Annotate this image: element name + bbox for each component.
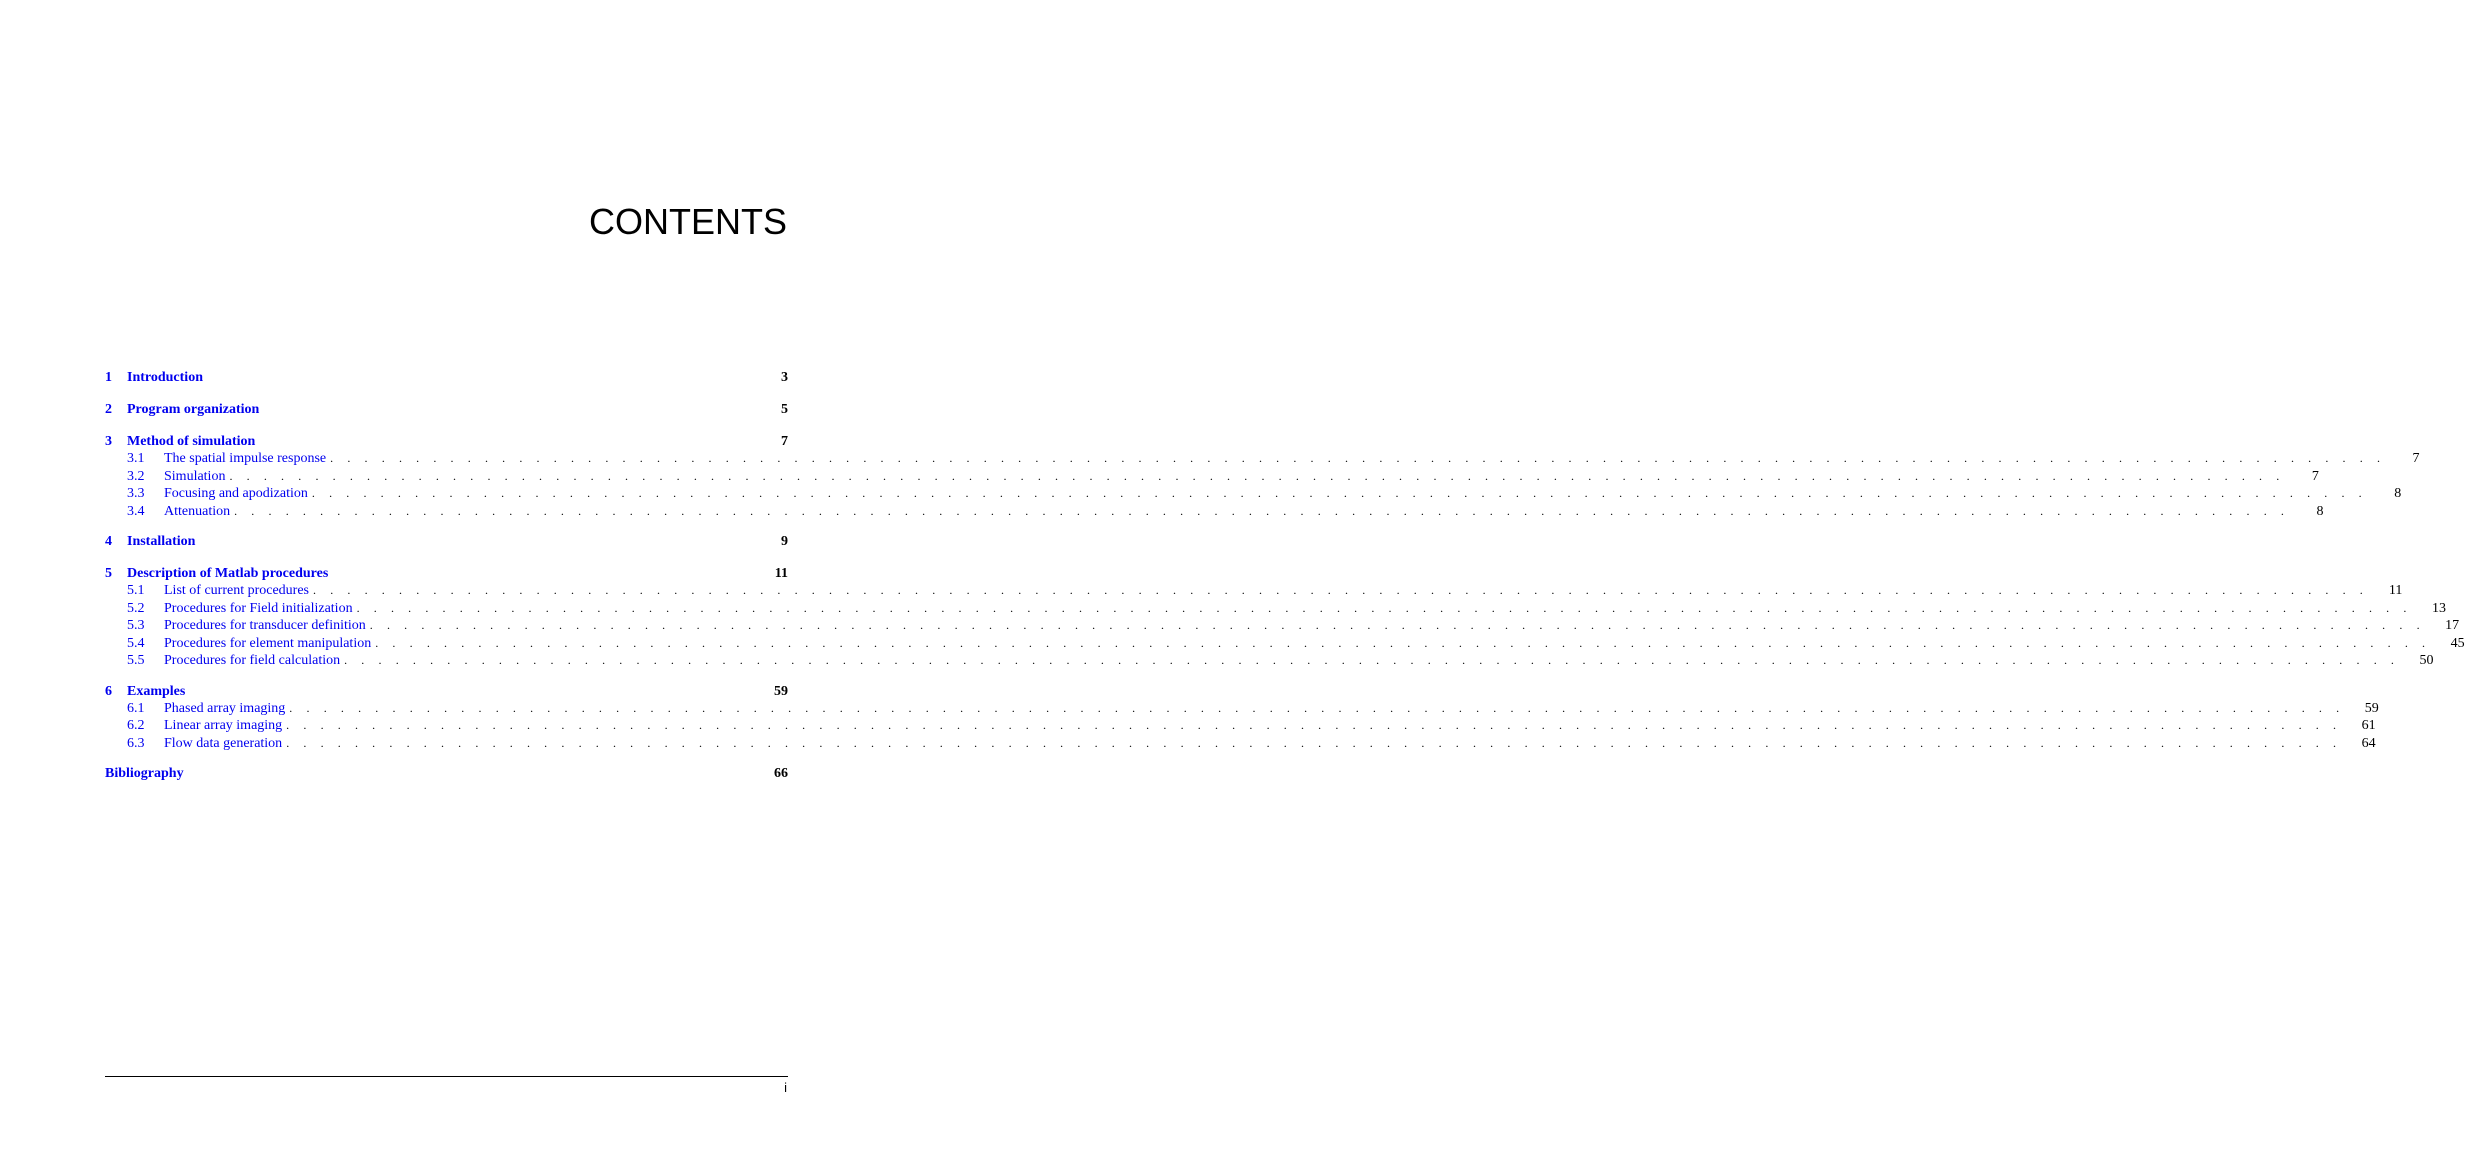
toc-chapter[interactable] (105, 368, 788, 388)
section-number: 6.3 (127, 735, 145, 751)
chapter-number: 2 (105, 402, 112, 417)
toc-chapter[interactable] (105, 432, 788, 452)
dot-leader: . . . . . . . . . . . . . . . . . . . . . . . . . . . . . . . . . . . . . . . . . . . . . . . . . . . . . . . . . . . . . . . . . . . . . . . . . . . . . . . . . . . . . . . . . . . . . . . . . . . . . . . . . . . . . . . . . . . . . . . . (289, 700, 2345, 715)
section-number: 5.3 (127, 618, 145, 633)
table-of-contents (105, 368, 2465, 784)
chapter-number: 3 (105, 434, 112, 449)
section-number: 3.1 (127, 451, 145, 466)
chapter-title-link[interactable]: Installation (127, 534, 196, 549)
section-page-number: 50 (2419, 653, 2434, 668)
dot-leader: . . . . . . . . . . . . . . . . . . . . . . . . . . . . . . . . . . . . . . . . . . . . . . . . . . . . . . . . . . . . . . . . . . . . . . . . . . . . . . . . . . . . . . . . . . . . . . . . . . . . . . . . . . . . . . . . . . . . . . . . (330, 451, 2386, 465)
section-title-link[interactable]: Linear array imaging (164, 718, 283, 733)
toc-chapter[interactable] (105, 532, 788, 552)
section-number: 5.2 (127, 600, 145, 616)
section-number: 6.1 (127, 700, 145, 716)
chapter-title-link[interactable]: Bibliography (105, 766, 184, 781)
section-title-link[interactable]: Simulation (164, 468, 226, 484)
section-list (105, 582, 2465, 670)
section-number: 5.4 (127, 635, 145, 651)
dot-leader: . . . . . . . . . . . . . . . . . . . . . . . . . . . . . . . . . . . . . . . . . . . . . . . . . . . . . . . . . . . . . . . . . . . . . . . . . . . . . . . . . . . . . . . . . . . . . . . . . . . . . . . . . . . . . . . . . . . . . . . . (356, 600, 2412, 615)
toc-chapter[interactable] (105, 682, 788, 702)
chapter-gap (105, 388, 788, 400)
section-page-number: 8 (2394, 486, 2402, 501)
dot-leader: . . . . . . . . . . . . . . . . . . . . . . . . . . . . . . . . . . . . . . . . . . . . . . . . . . . . . . . . . . . . . . . . . . . . . . . . . . . . . . . . . . . . . . . . . . . . . . . . . . . . . . . . . . . . . . . . . . . . . . . . (375, 635, 2431, 650)
toc-section[interactable] (105, 735, 2376, 753)
toc-chapter[interactable] (105, 400, 788, 420)
toc-section[interactable] (105, 617, 2460, 635)
toc-chapter[interactable] (105, 764, 788, 784)
section-title-link[interactable]: Phased array imaging (164, 700, 286, 716)
section-title-link[interactable]: Attenuation (164, 503, 231, 519)
chapter-page-number: 5 (781, 402, 788, 417)
dot-leader: . . . . . . . . . . . . . . . . . . . . . . . . . . . . . . . . . . . . . . . . . . . . . . . . . . . . . . . . . . . . . . . . . . . . . . . . . . . . . . . . . . . . . . . . . . . . . . . . . . . . . . . . . . . . . . . . . . . . . . . . (286, 718, 2342, 732)
chapter-title-link[interactable]: Examples (127, 683, 186, 699)
toc-section[interactable] (105, 485, 2402, 503)
section-page-number: 7 (2311, 468, 2319, 484)
page-title: CONTENTS (589, 201, 787, 242)
footer-rule (105, 1076, 788, 1077)
section-title-link[interactable]: The spatial impulse response (164, 451, 327, 466)
section-page-number: 61 (2361, 718, 2376, 733)
section-title-link[interactable]: List of current procedures (164, 583, 309, 598)
toc-section[interactable] (105, 652, 2434, 670)
toc-section[interactable] (105, 503, 2324, 521)
chapter-page-number: 9 (781, 534, 788, 549)
section-page-number: 64 (2361, 735, 2376, 751)
toc-section[interactable] (105, 635, 2465, 653)
section-list (105, 700, 2379, 753)
chapter-gap (105, 670, 788, 682)
dot-leader: . . . . . . . . . . . . . . . . . . . . . . . . . . . . . . . . . . . . . . . . . . . . . . . . . . . . . . . . . . . . . . . . . . . . . . . . . . . . . . . . . . . . . . . . . . . . . . . . . . . . . . . . . . . . . . . . . . . . . . . . (369, 618, 2426, 632)
chapter-title-link[interactable]: Description of Matlab procedures (127, 566, 329, 581)
chapter-page-number: 7 (781, 434, 788, 449)
dot-leader: . . . . . . . . . . . . . . . . . . . . . . . . . . . . . . . . . . . . . . . . . . . . . . . . . . . . . . . . . . . . . . . . . . . . . . . . . . . . . . . . . . . . . . . . . . . . . . . . . . . . . . . . . . . . . . . . . . . . . . . . (286, 735, 2342, 750)
toc-section[interactable] (105, 582, 2403, 600)
section-list (105, 450, 2420, 520)
chapter-page-number: 11 (774, 566, 788, 581)
section-title-link[interactable]: Focusing and apodization (164, 486, 308, 501)
section-title-link[interactable]: Procedures for field calculation (164, 653, 341, 668)
chapter-number: 6 (105, 683, 112, 699)
toc-chapter[interactable] (105, 564, 788, 584)
chapter-title-link[interactable]: Program organization (127, 402, 260, 417)
dot-leader: . . . . . . . . . . . . . . . . . . . . . . . . . . . . . . . . . . . . . . . . . . . . . . . . . . . . . . . . . . . . . . . . . . . . . . . . . . . . . . . . . . . . . . . . . . . . . . . . . . . . . . . . . . . . . . . . . . . . . . . . (234, 503, 2290, 518)
chapter-title-link[interactable]: Method of simulation (127, 434, 256, 449)
toc-section[interactable] (105, 717, 2376, 735)
chapter-page-number: 3 (781, 370, 788, 385)
section-page-number: 13 (2431, 600, 2446, 616)
chapter-number: 1 (105, 370, 112, 385)
chapter-gap (105, 552, 788, 564)
dot-leader: . . . . . . . . . . . . . . . . . . . . . . . . . . . . . . . . . . . . . . . . . . . . . . . . . . . . . . . . . . . . . . . . . . . . . . . . . . . . . . . . . . . . . . . . . . . . . . . . . . . . . . . . . . . . . . . . . . . . . . . . (344, 653, 2400, 667)
chapter-number: 5 (105, 566, 112, 581)
chapter-page-number: 59 (774, 683, 788, 699)
chapter-number: 4 (105, 534, 112, 549)
section-title-link[interactable]: Procedures for transducer definition (164, 618, 366, 633)
section-page-number: 7 (2412, 451, 2420, 466)
dot-leader: . . . . . . . . . . . . . . . . . . . . . . . . . . . . . . . . . . . . . . . . . . . . . . . . . . . . . . . . . . . . . . . . . . . . . . . . . . . . . . . . . . . . . . . . . . . . . . . . . . . . . . . . . . . . . . . . . . . . . . . . (313, 583, 2369, 597)
chapter-gap (105, 752, 788, 764)
chapter-gap (105, 520, 788, 532)
section-page-number: 17 (2445, 618, 2460, 633)
section-number: 3.4 (127, 503, 145, 519)
section-number: 5.5 (127, 653, 145, 668)
section-number: 3.2 (127, 468, 145, 484)
section-page-number: 8 (2316, 503, 2324, 519)
chapter-gap (105, 420, 788, 432)
toc-section[interactable] (105, 700, 2379, 718)
toc-section[interactable] (105, 468, 2319, 486)
toc-section[interactable] (105, 450, 2420, 468)
section-number: 6.2 (127, 718, 145, 733)
section-title-link[interactable]: Flow data generation (164, 735, 283, 751)
section-title-link[interactable]: Procedures for element manipulation (164, 635, 372, 651)
section-page-number: 11 (2388, 583, 2403, 598)
chapter-page-number: 66 (774, 766, 788, 781)
chapter-title-link[interactable]: Introduction (127, 370, 203, 385)
page-number: i (784, 1080, 787, 1095)
dot-leader: . . . . . . . . . . . . . . . . . . . . . . . . . . . . . . . . . . . . . . . . . . . . . . . . . . . . . . . . . . . . . . . . . . . . . . . . . . . . . . . . . . . . . . . . . . . . . . . . . . . . . . . . . . . . . . . . . . . . . . . . (311, 486, 2368, 500)
toc-section[interactable] (105, 600, 2446, 618)
section-title-link[interactable]: Procedures for Field initialization (164, 600, 353, 616)
dot-leader: . . . . . . . . . . . . . . . . . . . . . . . . . . . . . . . . . . . . . . . . . . . . . . . . . . . . . . . . . . . . . . . . . . . . . . . . . . . . . . . . . . . . . . . . . . . . . . . . . . . . . . . . . . . . . . . . . . . . . . . . (229, 468, 2285, 483)
section-page-number: 59 (2364, 700, 2379, 716)
section-page-number: 45 (2450, 635, 2465, 651)
section-number: 3.3 (127, 486, 145, 501)
section-number: 5.1 (127, 583, 145, 598)
